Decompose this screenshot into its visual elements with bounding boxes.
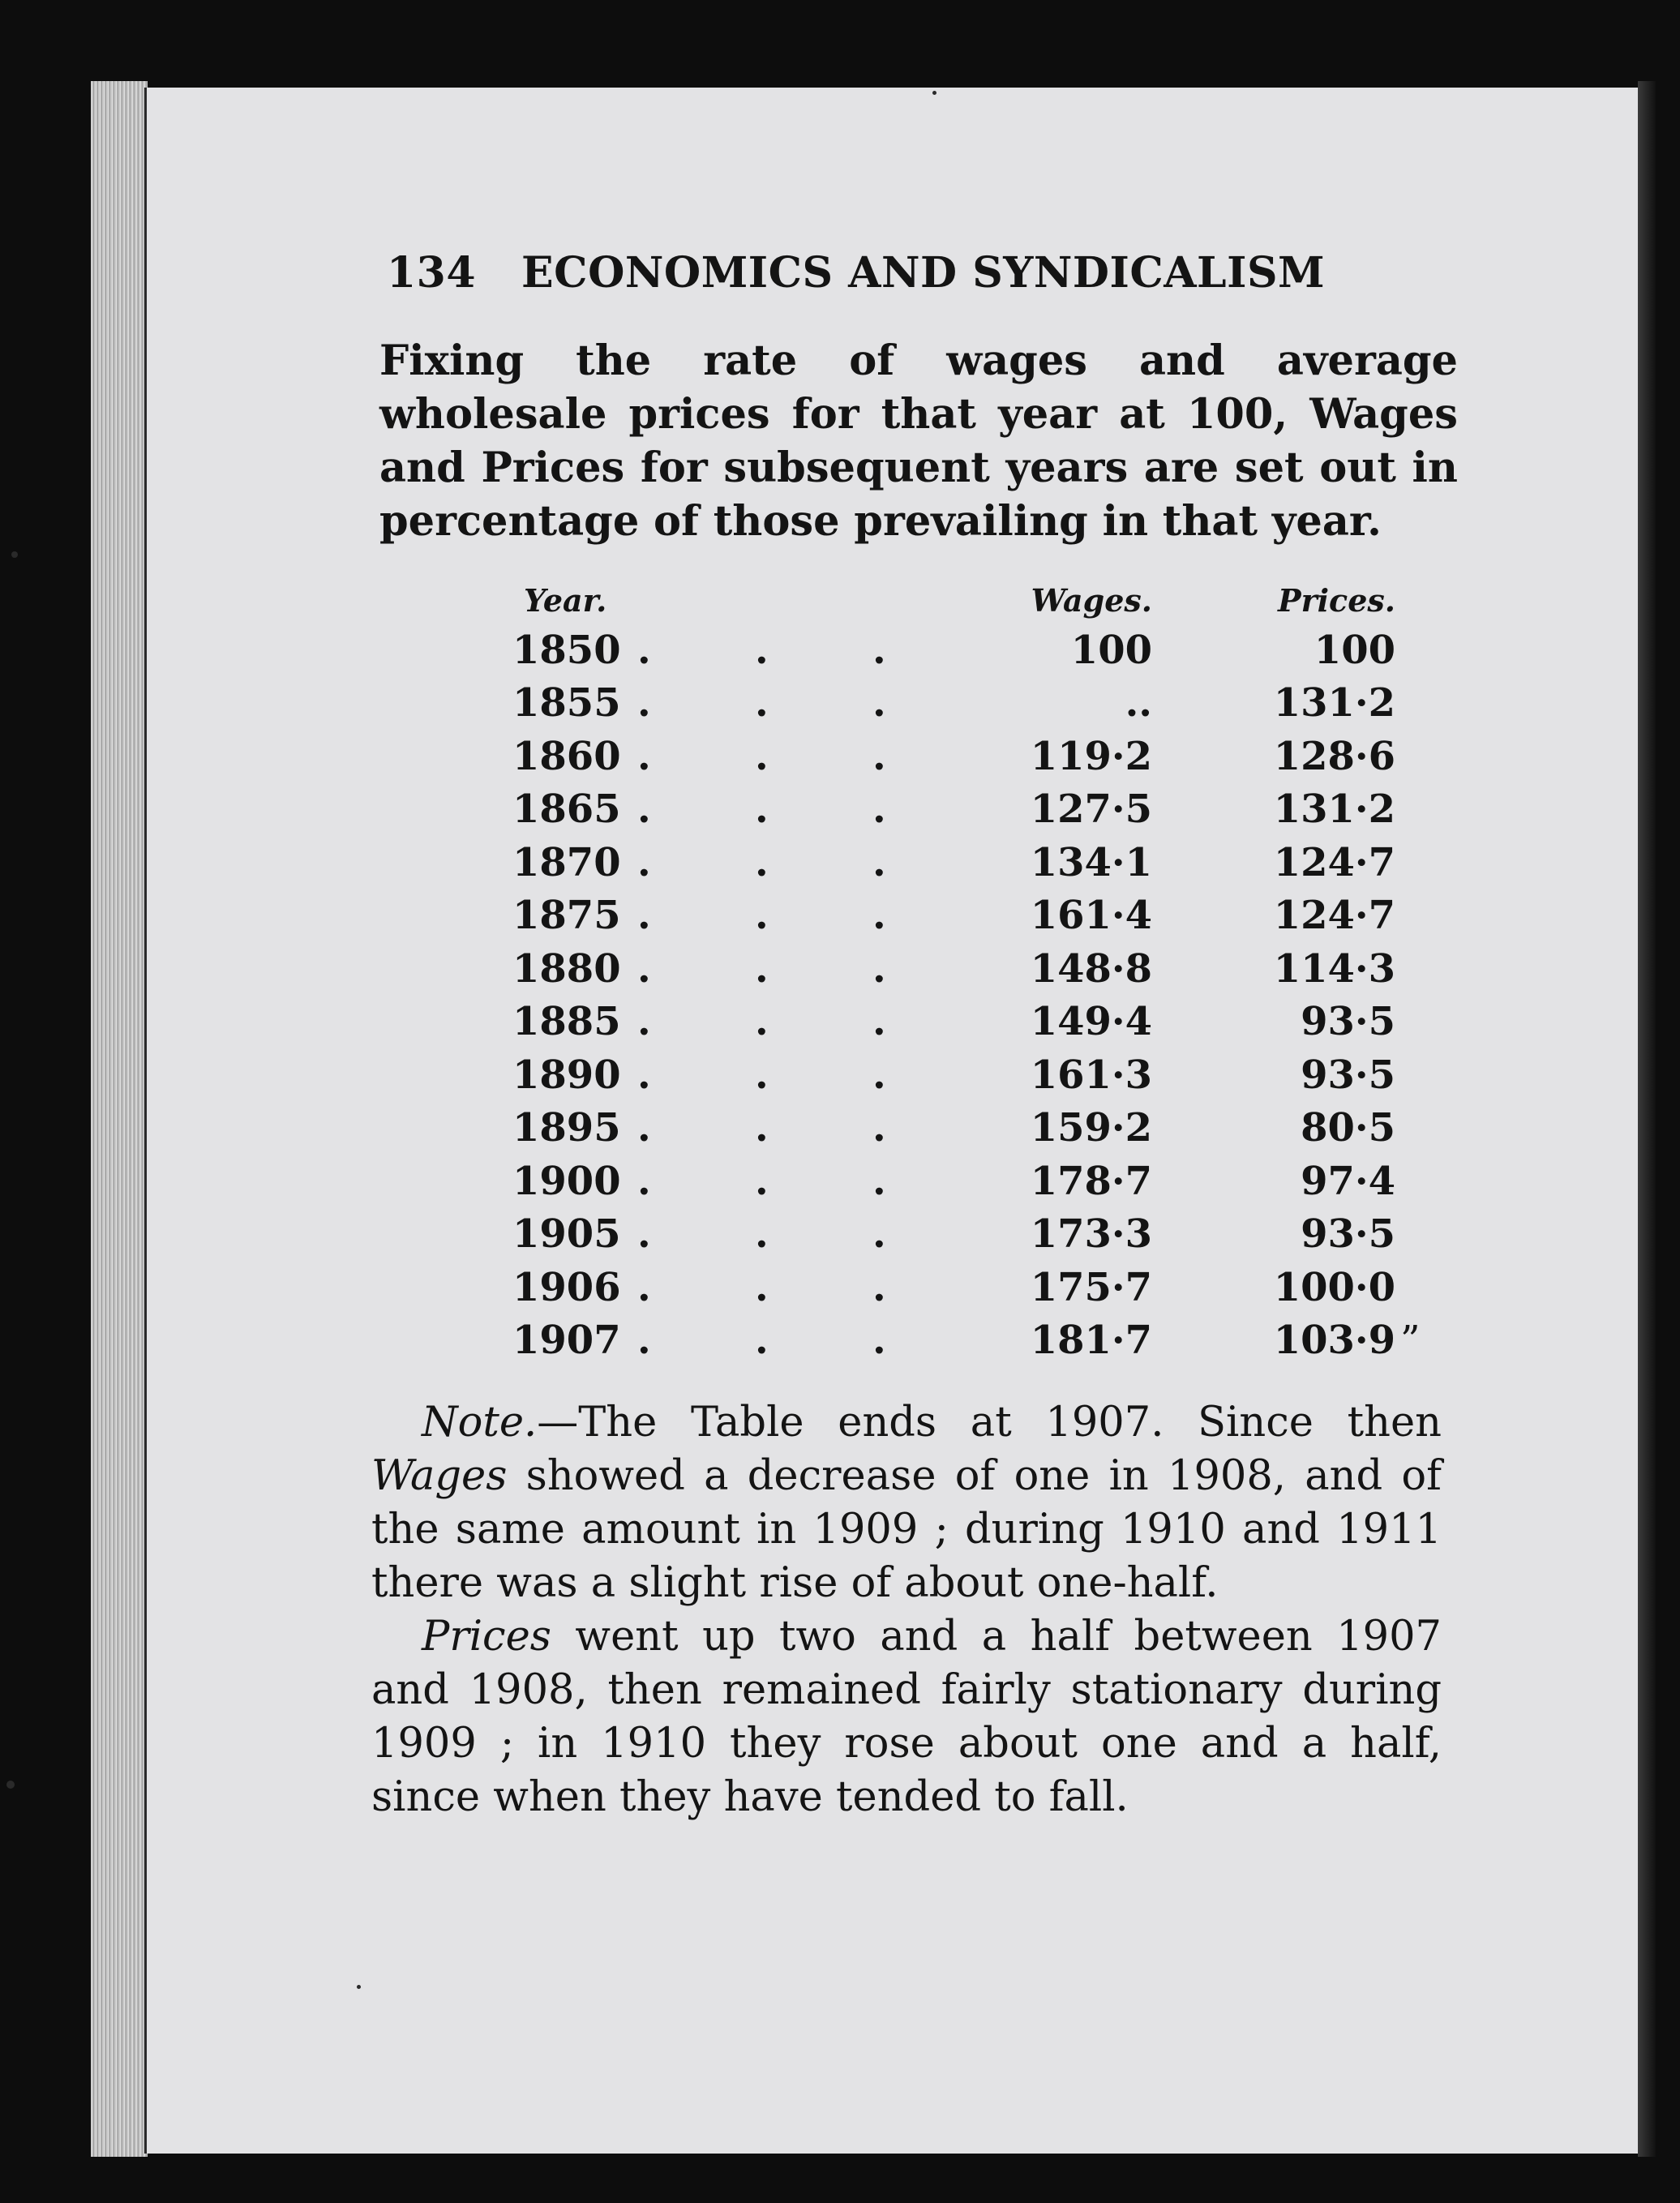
- cell-wages: 161·4: [1030, 893, 1152, 939]
- cell-prices: [1152, 1102, 1412, 1155]
- cell-leader-dots: [637, 730, 990, 783]
- cell-prices: [1152, 730, 1412, 783]
- cell-prices-value: 93·5: [1301, 999, 1395, 1045]
- cell-prices: [1152, 1314, 1421, 1368]
- note-section: [371, 1396, 1442, 1824]
- cell-year: 1895: [512, 1105, 621, 1151]
- cell-prices-value: 103·9: [1273, 1318, 1395, 1364]
- table-row: [512, 1261, 1412, 1314]
- leader-dot: .: [755, 1318, 769, 1364]
- leader-dot: .: [637, 1211, 651, 1258]
- cell-prices-value: 100·0: [1273, 1264, 1395, 1310]
- cell-leader-dots: [637, 1155, 990, 1208]
- cell-year: 1885: [512, 999, 621, 1045]
- leader-dot: .: [755, 1211, 769, 1258]
- table-row: [512, 996, 1412, 1049]
- cell-wages: 127·5: [1030, 786, 1152, 833]
- note-paragraph-2: [371, 1610, 1442, 1824]
- cell-year: 1865: [512, 786, 621, 833]
- cell-wages: 148·8: [1030, 945, 1152, 992]
- leader-dot: .: [872, 1105, 886, 1151]
- cell-prices: [1152, 783, 1412, 837]
- table-row: [512, 730, 1412, 783]
- table-row: [512, 1208, 1412, 1262]
- table-row: [512, 1314, 1412, 1368]
- running-head: [387, 248, 1325, 298]
- cell-prices-value: 124·7: [1273, 893, 1395, 939]
- leader-dot: .: [872, 1052, 886, 1098]
- cell-year: 1875: [512, 893, 621, 939]
- cell-wages: 161·3: [1030, 1052, 1152, 1098]
- note-label: Note.: [422, 1399, 538, 1447]
- cell-wages: 134·1: [1030, 839, 1152, 885]
- leader-dot: .: [637, 1052, 651, 1098]
- table-row: [512, 889, 1412, 943]
- leader-dot: .: [755, 893, 769, 939]
- cell-year: 1900: [512, 1158, 621, 1204]
- cell-prices-value: 80·5: [1301, 1105, 1395, 1151]
- table-row: [512, 783, 1412, 837]
- leader-dot: .: [872, 680, 886, 726]
- cell-leader-dots: [637, 889, 990, 943]
- cell-leader-dots: [637, 996, 990, 1049]
- leader-dot: .: [755, 1264, 769, 1310]
- cell-wages: 175·7: [1030, 1264, 1152, 1310]
- note-text-c: went up two and a half between 1907 and 1908, then remained fairly stationary during 1909 ; in 1910 they rose about one and a half, since when they have tended to fall.: [371, 1613, 1442, 1821]
- table-row: [512, 942, 1412, 996]
- cell-prices-value: 124·7: [1273, 839, 1395, 885]
- table-row: [512, 1102, 1412, 1155]
- leader-dot: .: [637, 1105, 651, 1151]
- leader-dot: .: [637, 1158, 651, 1204]
- cell-prices-value: 114·3: [1273, 945, 1395, 992]
- header-wages: Wages.: [1031, 582, 1152, 619]
- leader-dot: .: [872, 893, 886, 939]
- cell-prices: [1152, 1208, 1412, 1262]
- leader-dot: .: [872, 1158, 886, 1204]
- leader-dot: .: [872, 627, 886, 673]
- leader-dot: .: [755, 786, 769, 833]
- scan-speck: [11, 551, 18, 558]
- leader-dot: .: [755, 1158, 769, 1204]
- table-row: [512, 1048, 1412, 1102]
- header-year: Year.: [524, 582, 607, 619]
- scan-speck: [357, 1985, 361, 1989]
- cell-prices-value: 128·6: [1273, 733, 1395, 779]
- leader-dot: .: [872, 1264, 886, 1310]
- header-leader-spacer: [637, 582, 990, 624]
- cell-year: 1855: [512, 680, 621, 726]
- table-row: [512, 836, 1412, 889]
- leader-dot: .: [637, 893, 651, 939]
- cell-wages: 119·2: [1030, 733, 1152, 779]
- cell-leader-dots: [637, 624, 990, 677]
- cell-year: 1880: [512, 945, 621, 992]
- leader-dot: .: [755, 839, 769, 885]
- cell-prices: [1152, 677, 1412, 731]
- cell-prices-value: 131·2: [1273, 680, 1395, 726]
- cell-prices-value: 93·5: [1301, 1211, 1395, 1258]
- leader-dot: .: [637, 680, 651, 726]
- note-text-b: showed a decrease of one in 1908, and of the same amount in 1909 ; during 1910 and 1911 there was a slight rise of about one-half.: [371, 1452, 1442, 1607]
- leader-dot: .: [872, 839, 886, 885]
- leader-dot: .: [637, 733, 651, 779]
- leader-dot: .: [755, 1105, 769, 1151]
- book-page-edges: [91, 81, 148, 2157]
- cell-leader-dots: [637, 1208, 990, 1262]
- cell-prices: [1152, 1261, 1412, 1314]
- cell-prices: [1152, 1048, 1412, 1102]
- cell-prices: [1152, 1155, 1412, 1208]
- cell-wages: 149·4: [1030, 999, 1152, 1045]
- cell-leader-dots: [637, 942, 990, 996]
- note-text-a: —The Table ends at 1907. Since then: [537, 1399, 1442, 1447]
- cell-prices: [1152, 836, 1412, 889]
- table-body: [512, 624, 1421, 1367]
- leader-dot: .: [637, 627, 651, 673]
- cell-year: 1906: [512, 1264, 621, 1310]
- cell-year: 1870: [512, 839, 621, 885]
- cell-leader-dots: [637, 1261, 990, 1314]
- leader-dot: .: [755, 733, 769, 779]
- cell-prices-value: 131·2: [1273, 786, 1395, 833]
- leader-dot: .: [872, 945, 886, 992]
- leader-dot: .: [872, 733, 886, 779]
- note-paragraph-1: [371, 1396, 1442, 1610]
- note-wages-term: Wages: [371, 1452, 508, 1500]
- note-prices-term: Prices: [422, 1613, 551, 1661]
- leader-dot: .: [637, 839, 651, 885]
- leader-dot: .: [755, 945, 769, 992]
- leader-dot: .: [872, 1211, 886, 1258]
- cell-wages: 181·7: [1030, 1318, 1152, 1364]
- book-right-edge: [1638, 81, 1656, 2157]
- cell-wages: ..: [1125, 680, 1152, 726]
- cell-prices: [1152, 996, 1412, 1049]
- leader-dot: .: [872, 786, 886, 833]
- table-header-row: [512, 582, 1412, 624]
- book-title: ECONOMICS AND SYNDICALISM: [521, 248, 1326, 298]
- leader-dot: .: [755, 999, 769, 1045]
- leader-dot: .: [755, 1052, 769, 1098]
- cell-wages: 159·2: [1030, 1105, 1152, 1151]
- table-row: [512, 1155, 1412, 1208]
- intro-paragraph: Fixing the rate of wages and average wholesale prices for that year at 100, Wages and Prices for subsequent years are set out in percentage of those prevailing in that year.: [379, 336, 1458, 546]
- header-prices: Prices.: [1278, 582, 1395, 619]
- leader-dot: .: [637, 786, 651, 833]
- cell-prices-value: 93·5: [1301, 1052, 1395, 1098]
- leader-dot: .: [755, 627, 769, 673]
- leader-dot: .: [637, 1264, 651, 1310]
- cell-wages: 100: [1070, 627, 1152, 673]
- cell-prices-value: 100: [1314, 627, 1395, 673]
- cell-year: 1860: [512, 733, 621, 779]
- leader-dot: .: [872, 1318, 886, 1364]
- cell-leader-dots: [637, 1102, 990, 1155]
- scan-speck: [6, 1781, 15, 1789]
- cell-year: 1890: [512, 1052, 621, 1098]
- cell-year: 1907: [512, 1318, 621, 1364]
- leader-dot: .: [637, 999, 651, 1045]
- cell-prices: [1152, 624, 1412, 677]
- closing-quote-mark: ”: [1400, 1318, 1421, 1364]
- scan-speck: [932, 91, 936, 95]
- cell-leader-dots: [637, 677, 990, 731]
- leader-dot: .: [755, 680, 769, 726]
- cell-leader-dots: [637, 836, 990, 889]
- cell-leader-dots: [637, 1314, 990, 1368]
- cell-prices: [1152, 942, 1412, 996]
- leader-dot: .: [637, 945, 651, 992]
- cell-prices-value: 97·4: [1301, 1158, 1395, 1204]
- table-row: [512, 677, 1412, 731]
- cell-leader-dots: [637, 783, 990, 837]
- cell-wages: 178·7: [1030, 1158, 1152, 1204]
- cell-wages: 173·3: [1030, 1211, 1152, 1258]
- leader-dot: .: [872, 999, 886, 1045]
- leader-dot: .: [637, 1318, 651, 1364]
- cell-leader-dots: [637, 1048, 990, 1102]
- page-number: 134: [387, 248, 477, 298]
- wages-prices-table: [512, 582, 1421, 1367]
- cell-prices: [1152, 889, 1412, 943]
- table-row: [512, 624, 1412, 677]
- cell-year: 1850: [512, 627, 621, 673]
- cell-year: 1905: [512, 1211, 621, 1258]
